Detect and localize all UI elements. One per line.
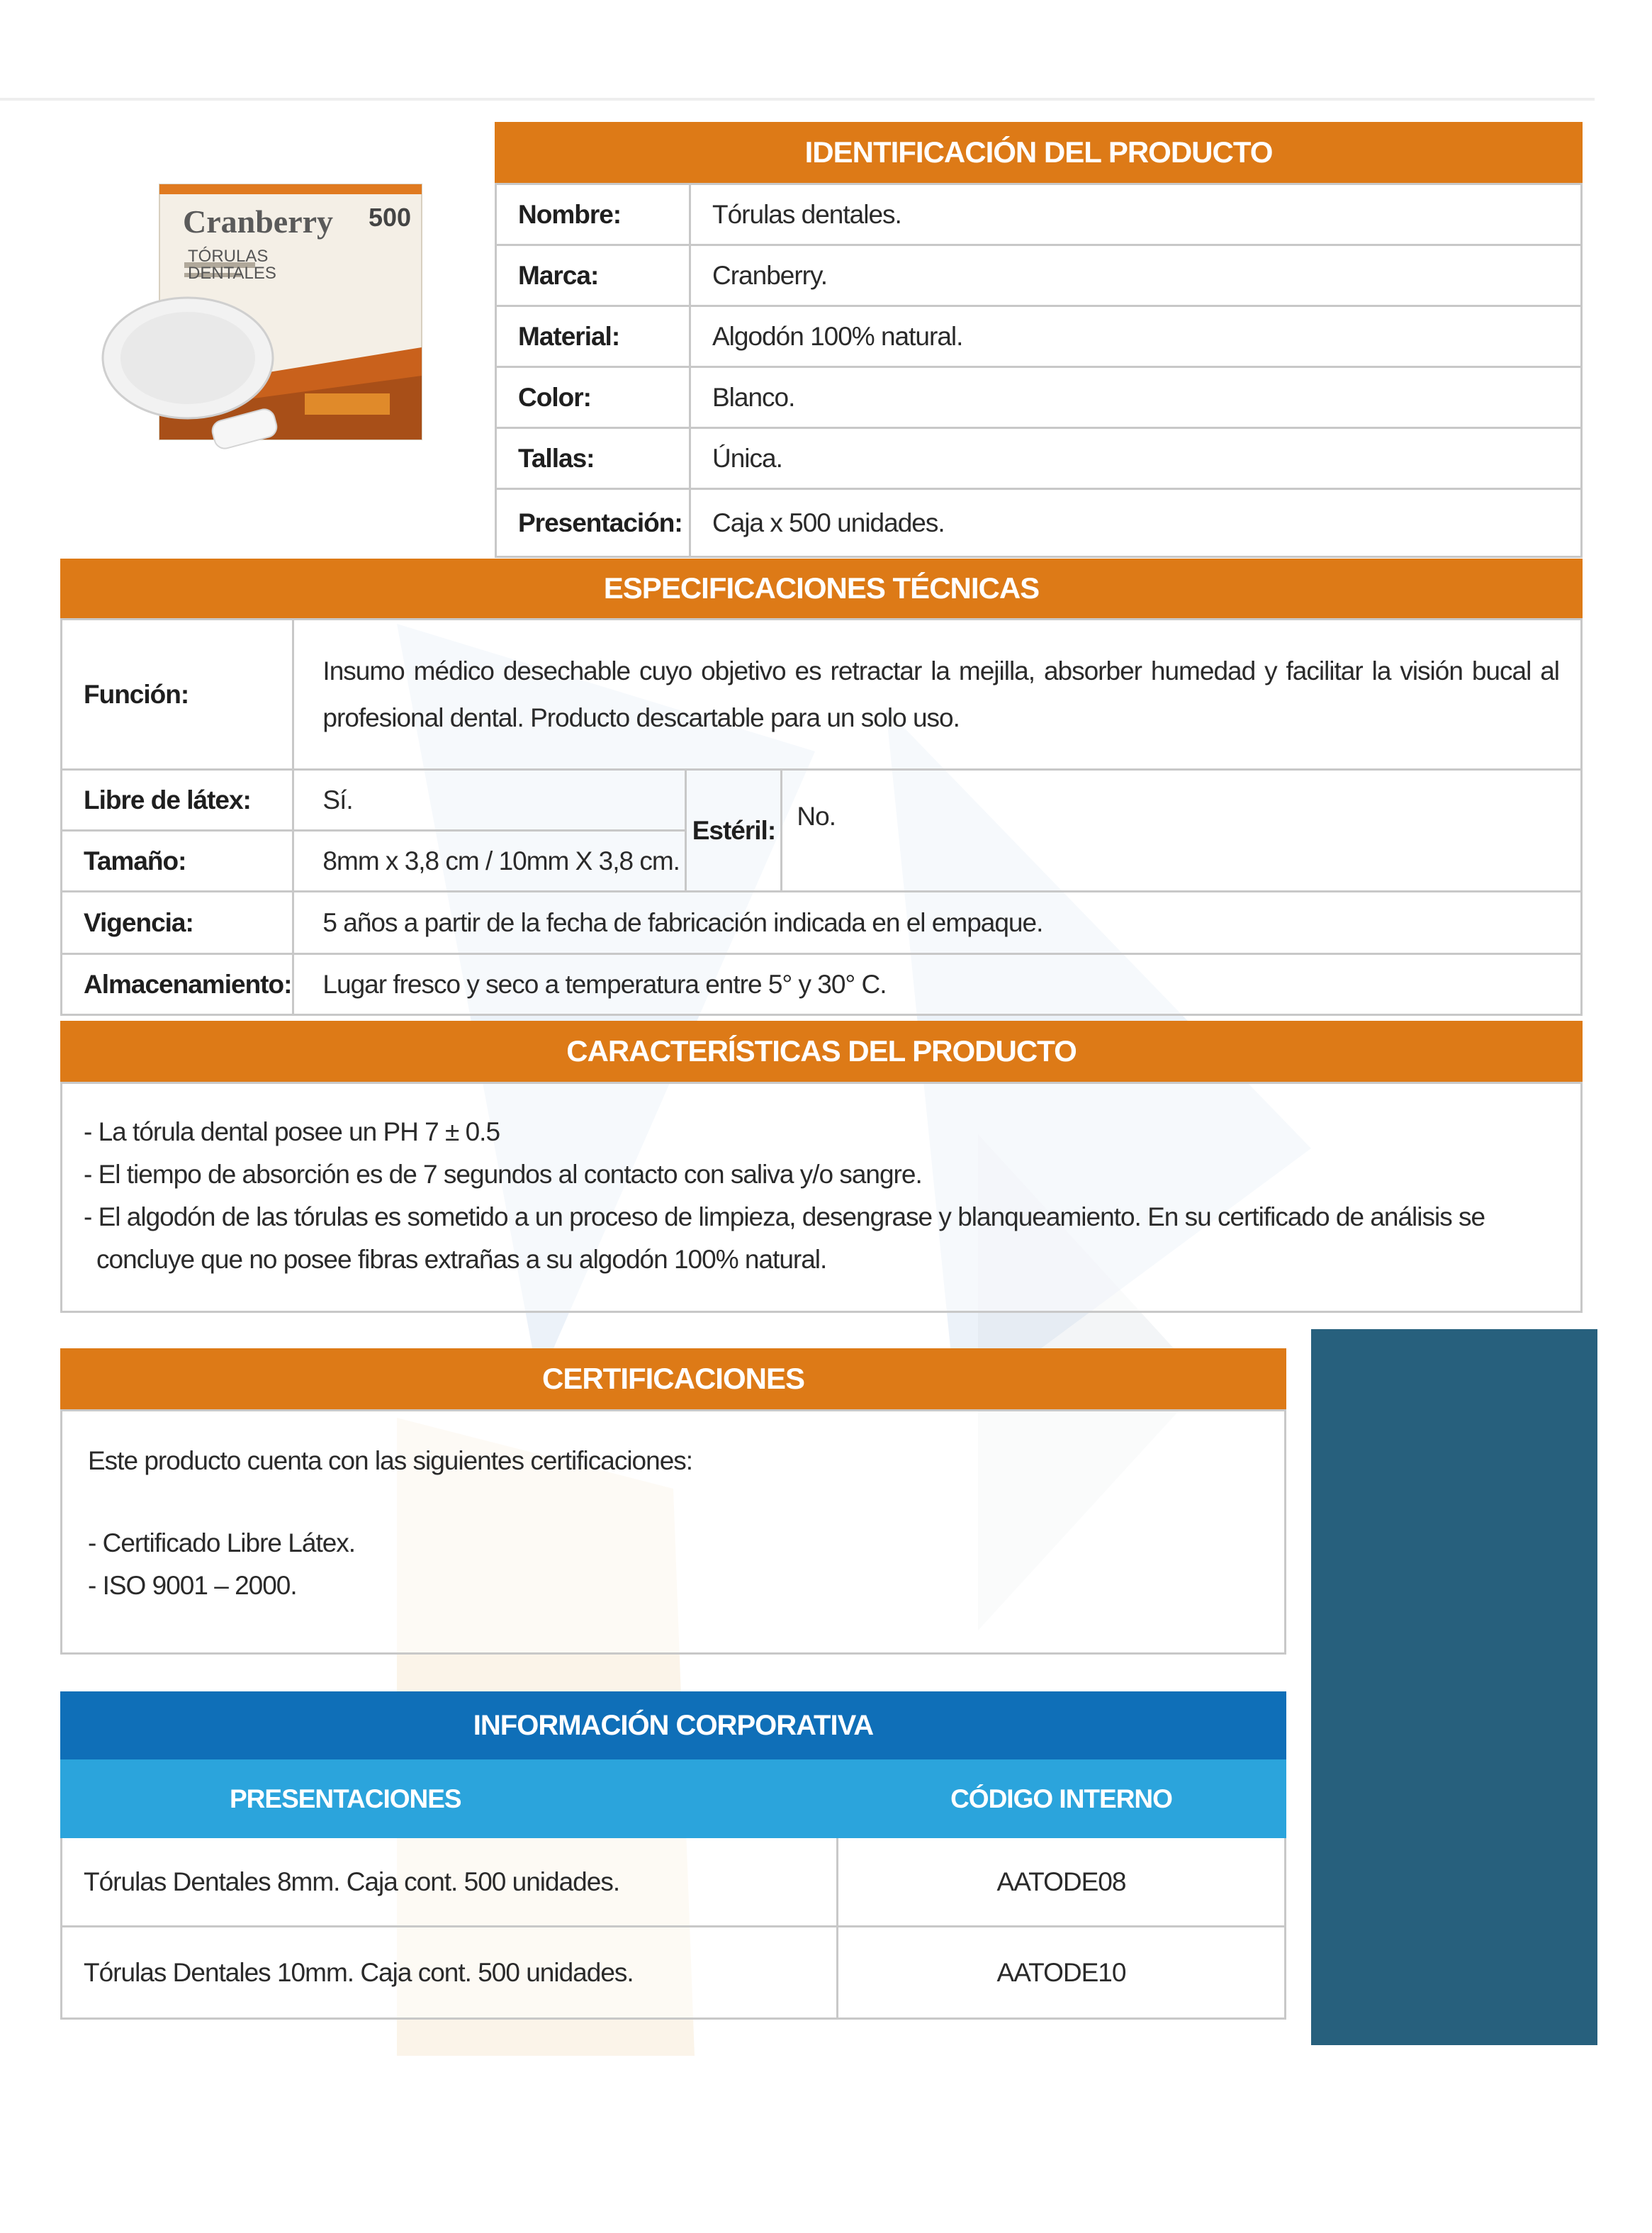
table-row bbox=[496, 489, 1582, 557]
table-row bbox=[496, 184, 1582, 245]
esteril-value: No. bbox=[782, 770, 1582, 892]
presentacion-cell: Tórulas Dentales 8mm. Caja cont. 500 unidades. bbox=[62, 1837, 838, 1927]
ident-value: Algodón 100% natural. bbox=[690, 306, 1582, 367]
almacen-label: Almacenamiento: bbox=[62, 954, 293, 1015]
certificaciones-section bbox=[60, 1348, 1286, 1409]
corporativa-table bbox=[60, 1759, 1286, 2020]
product-line2-text: DENTALES bbox=[188, 264, 276, 283]
caracteristica-item-1: - La tórula dental posee un PH 7 ± 0.5 bbox=[84, 1117, 500, 1146]
caracteristicas-section bbox=[60, 1021, 1583, 1082]
caracteristicas-box bbox=[60, 1082, 1583, 1313]
codigo-cell: AATODE10 bbox=[838, 1927, 1286, 2019]
ident-value: Caja x 500 unidades. bbox=[690, 489, 1582, 557]
especificaciones-table bbox=[60, 618, 1583, 1016]
funcion-value: Insumo médico desechable cuyo objetivo es retractar la mejilla, absorber humedad y facilitar la visión bucal al profesional dental. Producto descartable para un solo uso. bbox=[293, 620, 1582, 770]
ident-value: Única. bbox=[690, 428, 1582, 489]
col-presentaciones-header: PRESENTACIONES bbox=[62, 1761, 838, 1837]
identificacion-table bbox=[495, 183, 1583, 558]
product-count-text: 500 bbox=[369, 203, 412, 232]
ident-label: Nombre: bbox=[496, 184, 690, 245]
ident-value: Cranberry. bbox=[690, 245, 1582, 306]
tamano-label: Tamaño: bbox=[62, 831, 293, 892]
ident-value: Blanco. bbox=[690, 367, 1582, 428]
funcion-label: Función: bbox=[62, 620, 293, 770]
identificacion-header: IDENTIFICACIÓN DEL PRODUCTO bbox=[495, 122, 1583, 183]
product-line1-text: TÓRULAS bbox=[188, 247, 269, 266]
product-brand-text: Cranberry bbox=[183, 203, 334, 240]
certificaciones-header: CERTIFICACIONES bbox=[60, 1348, 1286, 1409]
ident-label: Color: bbox=[496, 367, 690, 428]
latex-value: Sí. bbox=[293, 770, 686, 831]
corporativa-section bbox=[60, 1691, 1286, 2020]
decorative-teal-panel bbox=[1311, 1329, 1597, 2045]
identificacion-section bbox=[495, 122, 1583, 558]
esteril-label: Estéril: bbox=[686, 770, 782, 892]
top-divider bbox=[0, 98, 1595, 101]
ident-label: Material: bbox=[496, 306, 690, 367]
ident-label: Marca: bbox=[496, 245, 690, 306]
table-row bbox=[496, 367, 1582, 428]
presentacion-cell: Tórulas Dentales 10mm. Caja cont. 500 unidades. bbox=[62, 1927, 838, 2019]
certificacion-item-2: - ISO 9001 – 2000. bbox=[88, 1571, 297, 1600]
caracteristica-item-2: - El tiempo de absorción es de 7 segundos al contacto con saliva y/o sangre. bbox=[84, 1160, 922, 1189]
corporativa-header: INFORMACIÓN CORPORATIVA bbox=[60, 1691, 1286, 1759]
table-row bbox=[496, 306, 1582, 367]
especificaciones-header: ESPECIFICACIONES TÉCNICAS bbox=[60, 559, 1583, 618]
caracteristicas-header: CARACTERÍSTICAS DEL PRODUCTO bbox=[60, 1021, 1583, 1082]
certificacion-item-1: - Certificado Libre Látex. bbox=[88, 1528, 356, 1557]
caracteristica-item-3: - El algodón de las tórulas es sometido a un proceso de limpieza, desengrase y blanqueamiento. En su certificado de análisis se concluye que no posee fibras extrañas a su algodón 100% natural. bbox=[84, 1202, 1485, 1274]
latex-label: Libre de látex: bbox=[62, 770, 293, 831]
tamano-value: 8mm x 3,8 cm / 10mm X 3,8 cm. bbox=[293, 831, 686, 892]
ident-value: Tórulas dentales. bbox=[690, 184, 1582, 245]
ident-label: Tallas: bbox=[496, 428, 690, 489]
vigencia-label: Vigencia: bbox=[62, 892, 293, 954]
product-image bbox=[92, 177, 432, 475]
vigencia-value: 5 años a partir de la fecha de fabricación indicada en el empaque. bbox=[293, 892, 1582, 954]
certificaciones-box bbox=[60, 1409, 1286, 1655]
table-row bbox=[496, 428, 1582, 489]
table-row bbox=[62, 1837, 1286, 1927]
col-codigo-header: CÓDIGO INTERNO bbox=[838, 1761, 1286, 1837]
table-row bbox=[62, 1927, 1286, 2019]
codigo-cell: AATODE08 bbox=[838, 1837, 1286, 1927]
ident-label: Presentación: bbox=[496, 489, 690, 557]
table-row bbox=[496, 245, 1582, 306]
almacen-value: Lugar fresco y seco a temperatura entre 5° y 30° C. bbox=[293, 954, 1582, 1015]
especificaciones-section bbox=[60, 559, 1583, 1016]
certificaciones-intro: Este producto cuenta con las siguientes certificaciones: bbox=[88, 1446, 693, 1475]
